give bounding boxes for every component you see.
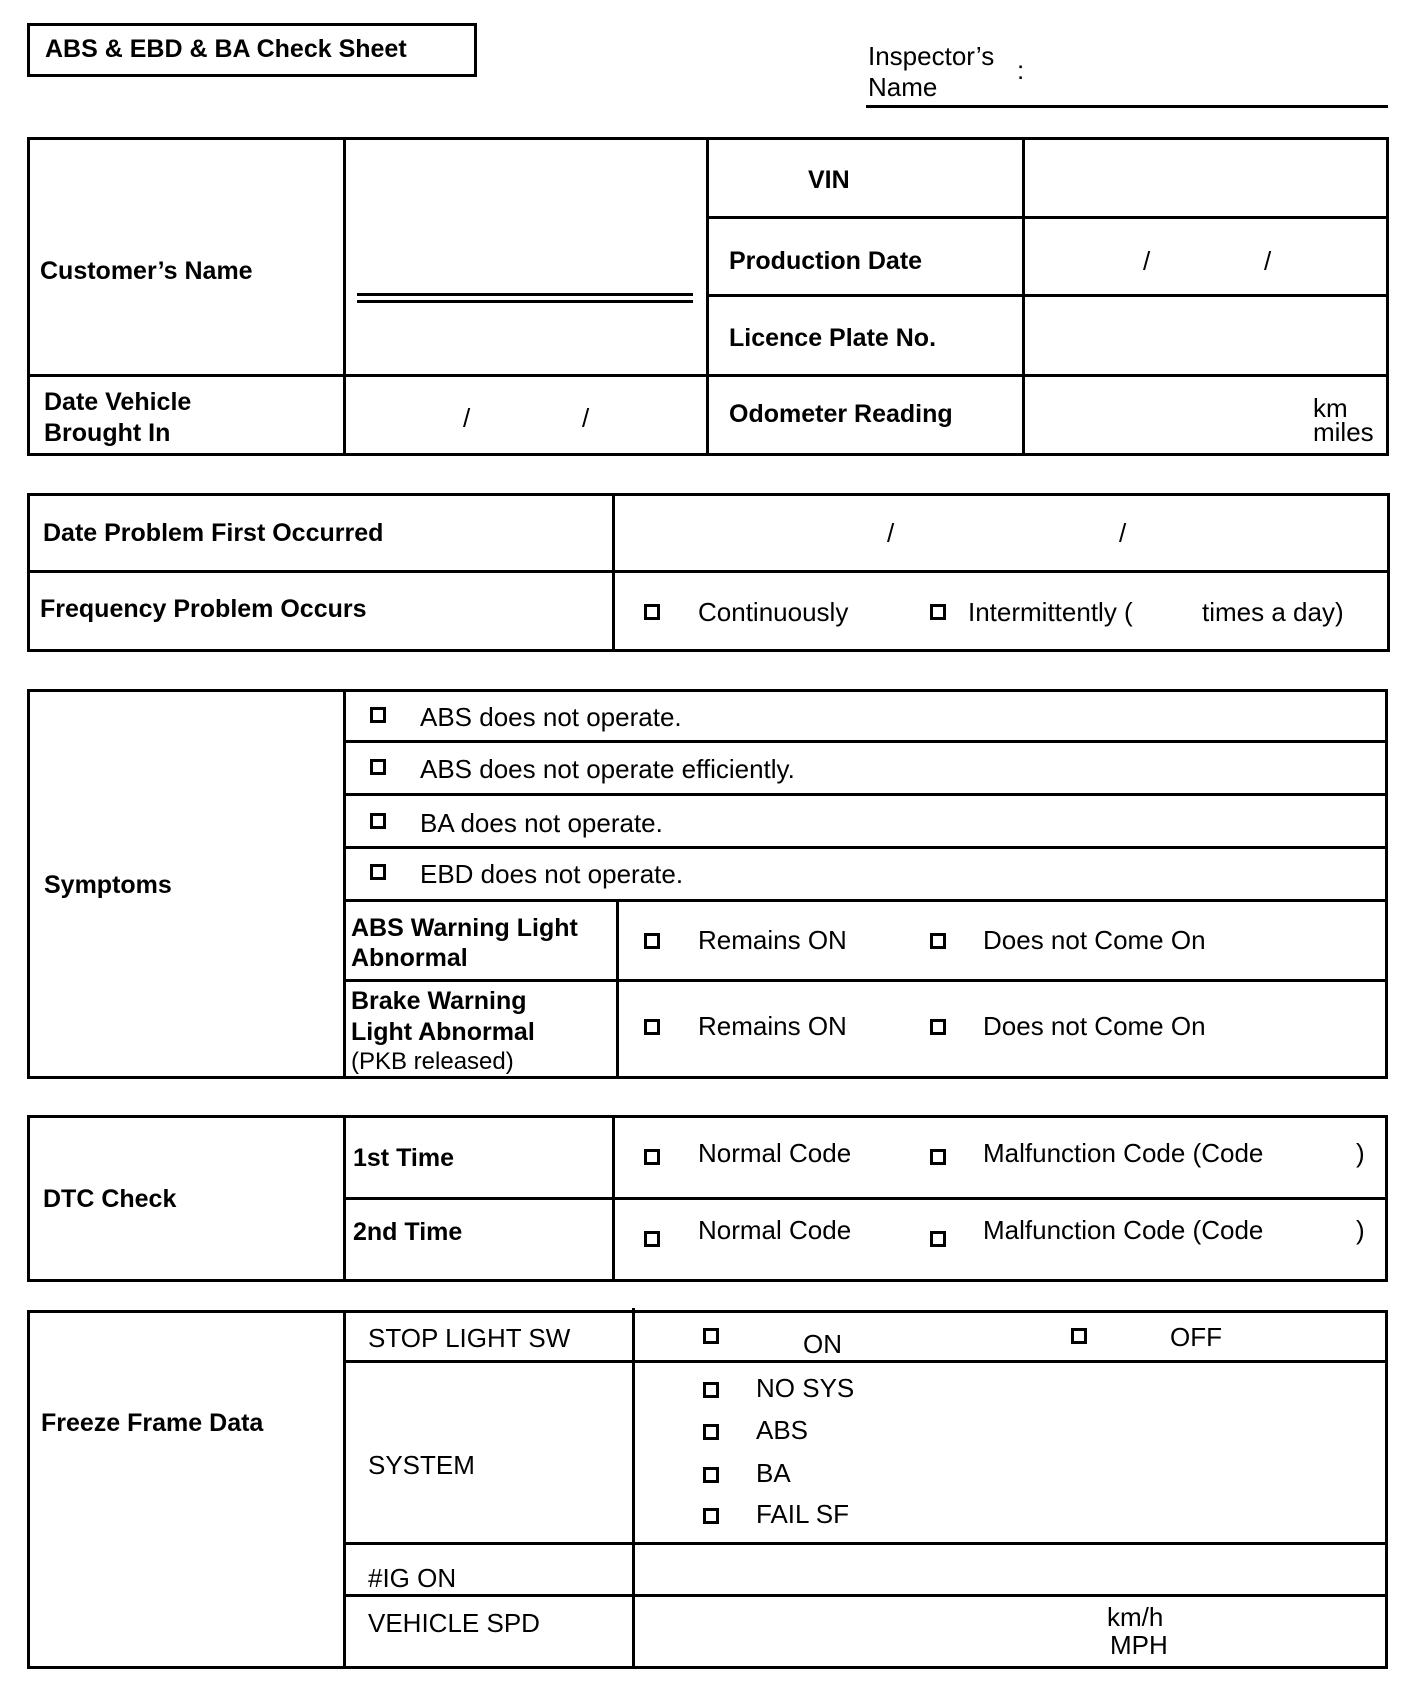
symptom-checkbox[interactable] bbox=[370, 707, 386, 723]
system-option: NO SYS bbox=[756, 1373, 855, 1403]
dtc1-close-paren: ) bbox=[1356, 1138, 1365, 1168]
system-option: BA bbox=[756, 1458, 791, 1488]
dtc1-normal-checkbox[interactable] bbox=[644, 1149, 660, 1165]
system-option: FAIL SF bbox=[756, 1499, 849, 1529]
dtc1-normal-label: Normal Code bbox=[698, 1138, 852, 1168]
divider bbox=[343, 979, 1388, 982]
dtc2-malfunction-checkbox[interactable] bbox=[930, 1231, 946, 1247]
ig-on-label: #IG ON bbox=[368, 1563, 457, 1593]
divider bbox=[343, 1594, 1388, 1597]
date-brought-in-sep2: / bbox=[582, 403, 590, 433]
production-date-sep2: / bbox=[1264, 246, 1272, 276]
stop-light-off-checkbox[interactable] bbox=[1071, 1328, 1087, 1344]
dtc2-normal-checkbox[interactable] bbox=[644, 1231, 660, 1247]
system-label: SYSTEM bbox=[368, 1450, 475, 1480]
abs-light-label-line1: ABS Warning Light bbox=[351, 914, 578, 942]
symptom-item: ABS does not operate efficiently. bbox=[420, 754, 795, 784]
divider bbox=[343, 137, 346, 456]
brake-light-label-line1: Brake Warning bbox=[351, 987, 527, 1015]
inspector-name-field[interactable] bbox=[866, 105, 1388, 108]
brake-light-label-line3: (PKB released) bbox=[351, 1048, 514, 1075]
divider bbox=[706, 216, 1389, 219]
vehicle-spd-label: VEHICLE SPD bbox=[368, 1608, 540, 1638]
production-date-sep1: / bbox=[1143, 246, 1151, 276]
continuously-label: Continuously bbox=[698, 597, 849, 627]
divider bbox=[27, 374, 1389, 377]
system-option-checkbox[interactable] bbox=[703, 1467, 719, 1483]
licence-plate-label: Licence Plate No. bbox=[729, 324, 937, 352]
inspector-colon: : bbox=[1017, 55, 1025, 85]
system-option: ABS bbox=[756, 1415, 809, 1445]
divider bbox=[343, 1310, 346, 1669]
unit-kmh: km/h bbox=[1107, 1602, 1164, 1632]
intermittently-label: Intermittently ( bbox=[968, 597, 1133, 627]
divider bbox=[343, 1197, 1388, 1200]
stop-light-on-label: ON bbox=[803, 1329, 842, 1359]
brake-light-label-line2: Light Abnormal bbox=[351, 1018, 535, 1046]
intermittently-checkbox[interactable] bbox=[930, 604, 946, 620]
divider bbox=[343, 1542, 1388, 1545]
stop-light-on-checkbox[interactable] bbox=[703, 1328, 719, 1344]
first-occurred-sep2: / bbox=[1119, 518, 1127, 548]
dtc-first-label: 1st Time bbox=[353, 1144, 454, 1172]
frequency-label: Frequency Problem Occurs bbox=[40, 595, 367, 623]
divider bbox=[706, 294, 1389, 297]
brake-not-come-on-checkbox[interactable] bbox=[930, 1019, 946, 1035]
symptom-item: BA does not operate. bbox=[420, 808, 663, 838]
symptoms-label: Symptoms bbox=[44, 871, 172, 899]
times-a-day-label: times a day) bbox=[1202, 597, 1344, 627]
dtc2-normal-label: Normal Code bbox=[698, 1215, 852, 1245]
customer-name-field-line2 bbox=[357, 300, 693, 303]
page-title: ABS & EBD & BA Check Sheet bbox=[45, 35, 407, 63]
customer-name-label: Customer’s Name bbox=[40, 257, 253, 285]
symptom-item: EBD does not operate. bbox=[420, 859, 684, 889]
dtc2-close-paren: ) bbox=[1356, 1215, 1365, 1245]
inspector-label-line1: Inspector’s bbox=[868, 41, 995, 71]
continuously-checkbox[interactable] bbox=[644, 604, 660, 620]
date-brought-in-label-line2: Brought In bbox=[44, 419, 171, 447]
divider bbox=[343, 689, 346, 1079]
unit-km: km bbox=[1313, 393, 1348, 423]
abs-light-label-line2: Abnormal bbox=[351, 944, 468, 972]
date-brought-in-sep1: / bbox=[463, 403, 471, 433]
symptom-checkbox[interactable] bbox=[370, 813, 386, 829]
system-option-checkbox[interactable] bbox=[703, 1508, 719, 1524]
divider bbox=[343, 793, 1388, 796]
brake-not-come-on-label: Does not Come On bbox=[983, 1011, 1206, 1041]
divider bbox=[343, 899, 1388, 902]
unit-miles: miles bbox=[1313, 417, 1374, 447]
system-option-checkbox[interactable] bbox=[703, 1382, 719, 1398]
divider bbox=[343, 846, 1388, 849]
symptom-checkbox[interactable] bbox=[370, 864, 386, 880]
freeze-frame-label: Freeze Frame Data bbox=[41, 1409, 264, 1437]
divider bbox=[343, 1360, 1388, 1363]
customer-name-field[interactable] bbox=[357, 293, 693, 296]
inspector-label-line2: Name bbox=[868, 72, 938, 102]
odometer-label: Odometer Reading bbox=[729, 400, 953, 428]
abs-remains-on-checkbox[interactable] bbox=[644, 933, 660, 949]
system-option-checkbox[interactable] bbox=[703, 1424, 719, 1440]
vin-label: VIN bbox=[808, 166, 850, 194]
first-occurred-label: Date Problem First Occurred bbox=[43, 519, 384, 547]
divider bbox=[616, 899, 619, 1079]
brake-remains-on-label: Remains ON bbox=[698, 1011, 847, 1041]
date-brought-in-label-line1: Date Vehicle bbox=[44, 388, 192, 416]
abs-not-come-on-label: Does not Come On bbox=[983, 925, 1206, 955]
brake-remains-on-checkbox[interactable] bbox=[644, 1019, 660, 1035]
divider bbox=[343, 740, 1388, 743]
divider bbox=[27, 570, 1390, 573]
dtc1-malfunction-label: Malfunction Code (Code bbox=[983, 1138, 1264, 1168]
unit-mph: MPH bbox=[1110, 1630, 1168, 1660]
dtc1-malfunction-checkbox[interactable] bbox=[930, 1149, 946, 1165]
stop-light-label: STOP LIGHT SW bbox=[368, 1323, 571, 1353]
licence-plate-field[interactable] bbox=[1026, 298, 1386, 373]
abs-not-come-on-checkbox[interactable] bbox=[930, 933, 946, 949]
first-occurred-sep1: / bbox=[887, 518, 895, 548]
symptom-item: ABS does not operate. bbox=[420, 702, 682, 732]
dtc2-malfunction-label: Malfunction Code (Code bbox=[983, 1215, 1264, 1245]
production-date-label: Production Date bbox=[729, 247, 923, 275]
dtc-second-label: 2nd Time bbox=[353, 1218, 463, 1246]
freeze-frame-table bbox=[27, 1310, 1388, 1669]
stop-light-off-label: OFF bbox=[1170, 1322, 1222, 1352]
abs-remains-on-label: Remains ON bbox=[698, 925, 847, 955]
dtc-label: DTC Check bbox=[43, 1185, 177, 1213]
symptom-checkbox[interactable] bbox=[370, 759, 386, 775]
vin-field[interactable] bbox=[1026, 140, 1386, 215]
